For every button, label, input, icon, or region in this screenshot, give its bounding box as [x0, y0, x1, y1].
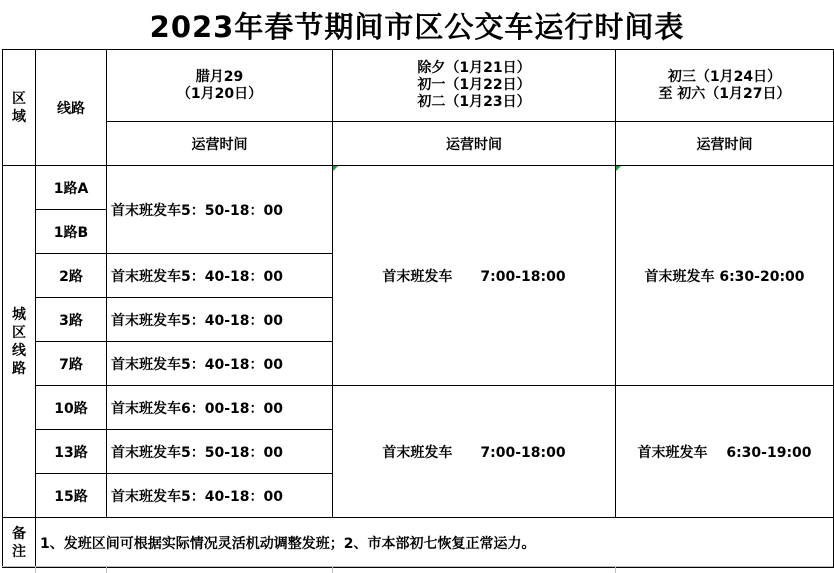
header-op-time-1: 运营时间 — [107, 122, 333, 166]
schedule-table — [2, 49, 834, 568]
header-op-time-2: 运营时间 — [333, 122, 616, 166]
group1-time-p3: 首末班发车 6:30-20:00 — [616, 166, 834, 386]
route-time-p1: 首末班发车5：50-18：00 — [107, 166, 333, 254]
route-name: 15路 — [36, 474, 107, 518]
route-name: 7路 — [36, 342, 107, 386]
header-period-2: 除夕（1月21日） 初一（1月22日） 初二（1月23日） — [333, 50, 616, 122]
header-route: 线路 — [36, 50, 107, 166]
group1-time-p2: 首末班发车 7:00-18:00 — [333, 166, 616, 386]
route-name: 3路 — [36, 298, 107, 342]
route-time-p1: 首末班发车5：50-18：00 — [107, 430, 333, 474]
region-label: 城 区 线 路 — [3, 166, 36, 518]
route-time-p1: 首末班发车5：40-18：00 — [107, 342, 333, 386]
route-time-p1: 首末班发车5：40-18：00 — [107, 298, 333, 342]
route-name: 13路 — [36, 430, 107, 474]
notes-text: 1、发班区间可根据实际情况灵活机动调整发班；2、市本部初七恢复正常运力。 — [36, 518, 834, 568]
header-period-3: 初三（1月24日） 至 初六（1月27日） — [616, 50, 834, 122]
page-title: 2023年春节期间市区公交车运行时间表 — [149, 9, 685, 44]
header-op-time-3: 运营时间 — [616, 122, 834, 166]
header-period-1: 腊月29 （1月20日） — [107, 50, 333, 122]
route-name: 1路A — [36, 166, 107, 210]
route-name: 2路 — [36, 254, 107, 298]
route-name: 1路B — [36, 210, 107, 254]
route-time-p1: 首末班发车5：40-18：00 — [107, 474, 333, 518]
route-name: 10路 — [36, 386, 107, 430]
group2-time-p3: 首末班发车 6:30-19:00 — [616, 386, 834, 518]
route-time-p1: 首末班发车5：40-18：00 — [107, 254, 333, 298]
group2-time-p2: 首末班发车 7:00-18:00 — [333, 386, 616, 518]
header-region: 区 域 — [3, 50, 36, 166]
notes-label: 备 注 — [3, 518, 36, 568]
route-time-p1: 首末班发车6：00-18：00 — [107, 386, 333, 430]
